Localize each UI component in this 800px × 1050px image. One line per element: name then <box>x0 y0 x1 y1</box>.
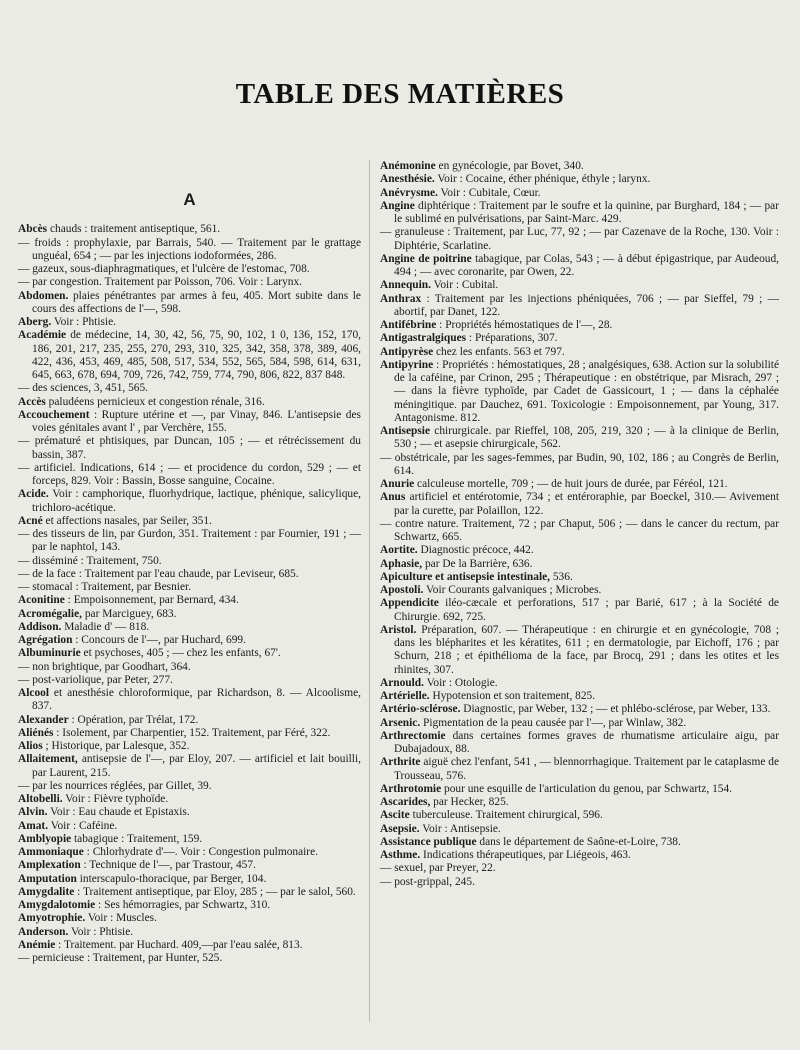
entry-text: Voir : Fièvre typhoïde. <box>62 793 169 805</box>
entry-headword: Arsenic. <box>380 716 421 729</box>
entry-text: tabagique, par Colas, 543 ; — à début épigastrique, par Audeoud, 494 ; — avec coronarite, par Owen, 22. <box>394 252 780 278</box>
entry-headword: Amygdalotomie <box>18 899 96 911</box>
entry-headword: Annequin. <box>380 279 431 292</box>
entry-headword: Antifébrine <box>380 319 437 331</box>
entry-text: : Ses hémorragies, par Schwartz, 310. <box>95 899 271 911</box>
entry-text: — de la face : Traitement par l'eau chaude, par Leviseur, 685. <box>18 567 299 580</box>
entry-text: chez les enfants. 563 et 797. <box>433 345 565 358</box>
entry-headword: Anesthésie. <box>380 173 435 186</box>
index-entry <box>380 876 779 889</box>
index-entry <box>380 730 779 757</box>
entry-text: Voir : camphorique, fluorhydrique, lactique, phénique, salicylique, trichloro-acétique. <box>32 488 361 514</box>
index-entry <box>18 846 361 859</box>
entry-text: Hypotension et son traitement, 825. <box>429 690 596 702</box>
entry-headword: Anurie <box>380 478 415 490</box>
index-entry <box>380 849 779 862</box>
entry-headword: Agrégation <box>18 634 73 646</box>
entry-headword: Angine de poitrine <box>380 252 472 265</box>
index-entry <box>380 717 779 730</box>
entry-text: chirurgicale. par Rieffel, 108, 205, 219, 320 ; — à la clinique de Berlin, 530 ; — et asepsie chirurgicale, 562. <box>394 425 779 451</box>
entry-headword: Abcès <box>18 223 48 236</box>
entry-text: — post-variolique, par Peter, 277. <box>18 673 173 686</box>
entry-headword: Accouchement <box>18 408 90 421</box>
index-entry <box>18 396 361 409</box>
index-entry <box>380 584 779 597</box>
index-entry <box>18 409 361 436</box>
entry-text: — non brightique, par Goodhart, 364. <box>18 660 191 673</box>
entry-headword: Alios <box>18 740 43 752</box>
entry-headword: Acide. <box>18 488 49 501</box>
entry-headword: Allaitement, <box>18 753 78 766</box>
entry-text: : Propriétés hémostatiques de l'—, 28. <box>436 319 613 331</box>
entry-headword: Ascite <box>380 809 410 822</box>
entry-text: par Marciguey, 683. <box>82 607 177 620</box>
index-entry <box>18 555 361 568</box>
index-entry <box>380 677 779 690</box>
entry-text: Voir : Phtisie. <box>68 925 134 938</box>
entry-text: Voir : Phtisie. <box>51 316 116 328</box>
index-entry <box>18 290 361 317</box>
entry-headword: Anthrax <box>380 292 422 305</box>
index-entry <box>380 796 779 809</box>
index-entry <box>380 597 779 624</box>
entry-headword: Amblyopie <box>18 832 72 845</box>
index-entry <box>18 912 361 925</box>
entry-headword: Aberg. <box>18 316 52 328</box>
entry-text: — froids : prophylaxie, par Barrais, 540. — Traitement par le grattage unguéal, 654 ; — par les injections iodoformées, 286. <box>18 236 361 262</box>
entry-headword: Addison. <box>18 620 62 633</box>
index-entry <box>380 293 779 320</box>
entry-text: : Propriétés : hémostatiques, 28 ; analgésiques, 638. Action sur la solubilité de la caféine, par Crinon, 295 ; Thérapeutique : en obstétrique, par Misrach, 297 ; — dans la fièvre typhoïde, par Cadet de Gassicourt, 1 ; — dans la céphalée méningitique. par Dauchez, 691. Toxicologie : Empoisonnement, par Young, 317. Antagonisme. 812. <box>394 358 779 424</box>
entry-text: Préparation, 607. — Thérapeutique : en chirurgie et en gynécologie, 708 ; dans les blépharites et les kératites, 611 ; en dermatologie, par Eichoff, 176 ; par Schurn, 218 ; et épithélioma de la face, par Brocq, 291 ; dans les otites et les rhinites, 307. <box>394 623 779 676</box>
entry-text: — contre nature. Traitement, 72 ; par Chaput, 506 ; — dans le cancer du rectum, par Schwartz, 665. <box>380 517 779 543</box>
index-entry <box>18 899 361 912</box>
entry-text: : Traitement. par Huchard. 409,—par l'eau salée, 813. <box>55 938 303 951</box>
index-entry <box>18 634 361 647</box>
entry-text: Maladie d' — 818. <box>61 620 150 633</box>
entry-text: de médecine, 14, 30, 42, 56, 75, 90, 102, 1 0, 136, 152, 170, 186, 201, 217, 235, 255, 270, 293, 310, 325, 342, 358, 378, 389, 406, 422, 436, 453, 469, 485, 508, 517, 534, 552, 565, 584, 598, 614, 631, 645, 663, 678, 694, 709, 726, 742, 759, 774, 790, 806, 822, 837 848. <box>32 329 361 381</box>
entry-headword: Altobelli. <box>18 793 63 805</box>
entry-text: : Traitement antiseptique, par Eloy, 285 ; — par le salol, 560. <box>74 885 356 898</box>
entry-headword: Accès <box>18 395 46 408</box>
index-entry <box>380 452 779 479</box>
entry-headword: Apostoli. <box>380 584 424 596</box>
index-entry <box>18 647 361 660</box>
index-entry <box>18 316 361 329</box>
index-entry <box>18 926 361 939</box>
index-entry <box>380 319 779 332</box>
index-entry <box>18 674 361 687</box>
entry-text: Voir : Antisepsie. <box>419 822 501 835</box>
index-entry <box>380 823 779 836</box>
index-entry <box>380 690 779 703</box>
index-entry <box>18 806 361 819</box>
index-entry <box>18 687 361 714</box>
entry-text: Voir Courants galvaniques ; Microbes. <box>423 584 602 596</box>
index-entry <box>380 544 779 557</box>
entry-headword: Alexander <box>18 713 69 726</box>
left-column <box>18 160 361 965</box>
entry-text: en gynécologie, par Bovet, 340. <box>435 160 584 172</box>
index-entry <box>18 793 361 806</box>
entry-headword: Ammoniaque <box>18 846 84 858</box>
index-entry <box>380 571 779 584</box>
index-entry <box>380 425 779 452</box>
entry-headword: Aliénés <box>18 726 54 739</box>
entry-headword: Amygdalite <box>18 885 75 898</box>
index-entry <box>380 346 779 359</box>
entry-text: et psychoses, 405 ; — chez les enfants, 67'. <box>80 647 281 660</box>
entry-text: tuberculeuse. Traitement chirurgical, 596. <box>409 809 603 822</box>
entry-headword: Albuminurie <box>18 647 81 660</box>
entry-text: dans le département de Saône-et-Loire, 738. <box>476 835 681 848</box>
entry-headword: Amyotrophie. <box>18 912 86 925</box>
entry-headword: Acné <box>18 514 43 527</box>
entry-headword: Asepsie. <box>380 822 420 835</box>
entry-text: et anesthésie chloroformique, par Richardson, 8. — Alcoolisme, 837. <box>32 687 361 713</box>
entry-headword: Asthme. <box>380 849 421 861</box>
index-entry <box>18 488 361 515</box>
entry-headword: Académie <box>18 329 67 342</box>
index-entry <box>380 624 779 677</box>
entry-headword: Angine <box>380 199 415 212</box>
entry-text: Voir : Cubitale, Cœur. <box>437 186 541 199</box>
entry-headword: Anévrysme. <box>380 186 438 199</box>
entry-text: — stomacal : Traitement, par Besnier. <box>18 581 192 593</box>
entry-text: artificiel et entérotomie, 734 ; et entéroraphie, par Boeckel, 310.— Avivement par la curette, par Polaillon, 122. <box>394 491 779 517</box>
entry-text: — des tisseurs de lin, par Gurdon, 351. Traitement : par Fournier, 191 ; — par le naphtol, 143. <box>18 528 361 554</box>
index-entry <box>380 862 779 875</box>
entry-headword: Aortite. <box>380 544 418 557</box>
entry-text: : Préparations, 307. <box>466 332 558 345</box>
entry-text: calculeuse mortelle, 709 ; — de huit jours de durée, par Féréol, 121. <box>414 478 728 490</box>
index-entry <box>380 279 779 292</box>
entry-text: pour une esquille de l'articulation du genou, par Schwartz, 154. <box>441 782 733 795</box>
entry-headword: Apiculture et antisepsie intestinale, <box>380 570 551 583</box>
index-entry <box>380 253 779 280</box>
index-entry <box>18 873 361 886</box>
entry-headword: Anémonine <box>380 160 436 172</box>
index-entry <box>380 187 779 200</box>
entry-headword: Alcool <box>18 687 50 699</box>
entry-text: — pernicieuse : Traitement, par Hunter, 525. <box>18 952 223 964</box>
entry-text: chauds : traitement antiseptique, 561. <box>47 223 221 236</box>
entry-text: antisepsie de l'—, par Eloy, 207. — artificiel et lait bouilli, par Laurent, 215. <box>32 753 361 779</box>
entry-text: Diagnostic précoce, 442. <box>417 544 534 557</box>
entry-text: aiguë chez l'enfant, 541 , — blennorrhagique. Traitement par le cataplasme de Trousseau, 576. <box>394 756 779 782</box>
index-entry <box>380 160 779 173</box>
entry-text: — des sciences, 3, 451, 565. <box>18 382 149 395</box>
entry-text: diphtérique : Traitement par le soufre et la quinine, par Burghard, 184 ; — par le sublimé en pulvérisations, par Saint-Marc. 429. <box>394 199 779 225</box>
index-entry <box>18 276 361 289</box>
index-entry <box>380 173 779 186</box>
entry-headword: Antigastralgiques <box>380 332 467 345</box>
entry-text: ; Historique, par Lalesque, 352. <box>42 740 190 752</box>
entry-text: — par congestion. Traitement par Poisson, 706. Voir : Larynx. <box>18 276 303 289</box>
index-entry <box>18 223 361 236</box>
entry-headword: Arthrectomie <box>380 729 446 742</box>
entry-headword: Appendicite <box>380 597 439 610</box>
entry-text: paludéens pernicieux et congestion rénale, 316. <box>45 395 265 408</box>
index-entry <box>18 780 361 793</box>
index-entry <box>18 263 361 276</box>
entry-text: par Hecker, 825. <box>430 796 509 808</box>
index-entry <box>380 226 779 253</box>
index-entry <box>18 859 361 872</box>
index-entry <box>18 435 361 462</box>
entry-text: — sexuel, par Preyer, 22. <box>380 862 496 875</box>
index-entry <box>18 568 361 581</box>
entry-headword: Anémie <box>18 938 56 951</box>
entry-text: Voir : Caféine. <box>48 819 118 832</box>
index-entry <box>18 462 361 489</box>
entry-text: Voir : Cubital. <box>430 279 499 292</box>
entry-headword: Artérielle. <box>380 690 430 702</box>
entry-text: : Rupture utérine et —, par Vinay, 846. L'antisepsie des voies génitales avant l' , par Verchère, 155. <box>32 408 361 434</box>
entry-text: — gazeux, sous-diaphragmatiques, et l'ulcère de l'estomac, 708. <box>18 263 310 275</box>
entry-text: par De la Barrière, 636. <box>422 557 533 570</box>
index-entry <box>18 608 361 621</box>
section-letter: A <box>183 190 196 209</box>
entry-text: iléo-cæcale et perforations, 517 ; par Barié, 617 ; à la Société de Chirurgie. 692, 725. <box>394 597 779 623</box>
entry-text: et affections nasales, par Seiler, 351. <box>42 514 212 527</box>
entry-text: Voir : Otologie. <box>424 676 498 689</box>
right-column <box>380 160 779 889</box>
index-entry <box>380 518 779 545</box>
entry-text: — disséminé : Traitement, 750. <box>18 554 162 567</box>
index-entry <box>18 528 361 555</box>
index-entry <box>18 515 361 528</box>
index-entry <box>18 581 361 594</box>
index-entry <box>18 382 361 395</box>
entry-text: : Opération, par Trélat, 172. <box>68 713 199 726</box>
index-entry <box>380 359 779 425</box>
index-entry <box>18 594 361 607</box>
index-entry <box>18 952 361 965</box>
index-entry <box>18 329 361 382</box>
column-divider <box>369 160 370 1022</box>
entry-headword: Acromégalie, <box>18 607 82 620</box>
index-entry <box>18 820 361 833</box>
entry-text: : Isolement, par Charpentier, 152. Traitement, par Féré, 322. <box>53 726 331 739</box>
entry-headword: Aconitine <box>18 594 65 607</box>
index-entry <box>380 756 779 783</box>
entry-text: Pigmentation de la peau causée par l'—, par Winlaw, 382. <box>420 716 687 729</box>
index-entry <box>18 661 361 674</box>
entry-text: — post-grippal, 245. <box>380 875 475 888</box>
entry-text: dans certaines formes graves de rhumatisme articulaire aigu, par Dubajadoux, 88. <box>394 729 779 755</box>
entry-headword: Anderson. <box>18 925 69 938</box>
entry-text: : Traitement par les injections phéniquées, 706 ; — par Sieffel, 79 ; — abortif, par Danet, 122. <box>394 292 779 318</box>
index-entry <box>380 836 779 849</box>
index-entry <box>18 833 361 846</box>
left-entries <box>18 223 361 965</box>
entry-text: : Empoisonnement, par Bernard, 434. <box>64 594 239 607</box>
entry-headword: Amputation <box>18 872 77 885</box>
entry-headword: Anus <box>380 491 406 504</box>
entry-headword: Artério-sclérose. <box>380 703 461 716</box>
index-entry <box>18 727 361 740</box>
entry-text: Indications thérapeutiques, par Liégeois, 463. <box>420 849 631 861</box>
entry-text: — obstétricale, par les sages-femmes, par Budin, 90, 102, 186 ; au Congrès de Berlin, 614. <box>380 451 779 477</box>
entry-headword: Arnould. <box>380 676 424 689</box>
entry-text: plaies pénétrantes par armes à feu, 405. Mort subite dans le cours des affections de l'—, 598. <box>32 289 361 315</box>
entry-headword: Alvin. <box>18 806 48 819</box>
index-entry <box>18 886 361 899</box>
page-title: TABLE DES MATIÈRES <box>235 78 565 110</box>
index-entry <box>380 478 779 491</box>
entry-headword: Aphasie, <box>380 557 423 570</box>
entry-text: 536. <box>550 570 573 583</box>
entry-headword: Amat. <box>18 819 49 832</box>
index-entry <box>18 753 361 780</box>
index-entry <box>18 740 361 753</box>
right-entries <box>380 160 779 889</box>
index-entry <box>18 237 361 264</box>
index-entry <box>380 332 779 345</box>
entry-headword: Ascarides, <box>380 796 431 808</box>
entry-text: — prématuré et phtisiques, par Duncan, 105 ; — et rétrécissement du bassin, 387. <box>18 435 361 461</box>
index-entry <box>18 714 361 727</box>
entry-text: — par les nourrices réglées, par Gillet, 39. <box>18 779 212 792</box>
entry-text: Voir : Muscles. <box>85 912 157 925</box>
entry-headword: Aristol. <box>380 623 417 636</box>
entry-headword: Assistance publique <box>380 835 477 848</box>
entry-headword: Arthrotomie <box>380 782 442 795</box>
entry-text: : Chlorhydrate d'—. Voir : Congestion pulmonaire. <box>83 846 318 858</box>
entry-headword: Antipyrine <box>380 358 434 371</box>
index-entry <box>18 621 361 634</box>
index-entry <box>380 558 779 571</box>
entry-headword: Amplexation <box>18 859 81 872</box>
entry-text: interscapulo-thoracique, par Berger, 104. <box>76 872 267 885</box>
entry-headword: Antipyrèse <box>380 345 434 358</box>
entry-text: : Concours de l'—, par Huchard, 699. <box>72 634 246 646</box>
index-entry <box>380 200 779 227</box>
entry-text: tabagique : Traitement, 159. <box>71 832 203 845</box>
entry-text: Voir : Cocaine, éther phénique, éthyle ; larynx. <box>434 173 651 186</box>
index-entry <box>18 939 361 952</box>
index-entry <box>380 783 779 796</box>
index-entry <box>380 491 779 518</box>
entry-headword: Abdomen. <box>18 289 69 302</box>
entry-headword: Arthrite <box>380 756 421 769</box>
index-entry <box>380 809 779 822</box>
entry-text: Voir : Eau chaude et Epistaxis. <box>47 806 190 819</box>
entry-text: — artificiel. Indications, 614 ; — et procidence du cordon, 529 ; — et forceps, 829. Voir : Bassin, Bosse sanguine, Cocaine. <box>18 461 361 487</box>
entry-text: Diagnostic, par Weber, 132 ; — et phlébo-sclérose, par Weber, 133. <box>460 703 771 716</box>
entry-text: : Technique de l'—, par Trastour, 457. <box>80 859 256 872</box>
index-entry <box>380 703 779 716</box>
entry-text: — granuleuse : Traitement, par Luc, 77, 92 ; — par Cazenave de la Roche, 130. Voir : Diphtérie, Scarlatine. <box>380 226 779 252</box>
entry-headword: Antisepsie <box>380 425 430 437</box>
